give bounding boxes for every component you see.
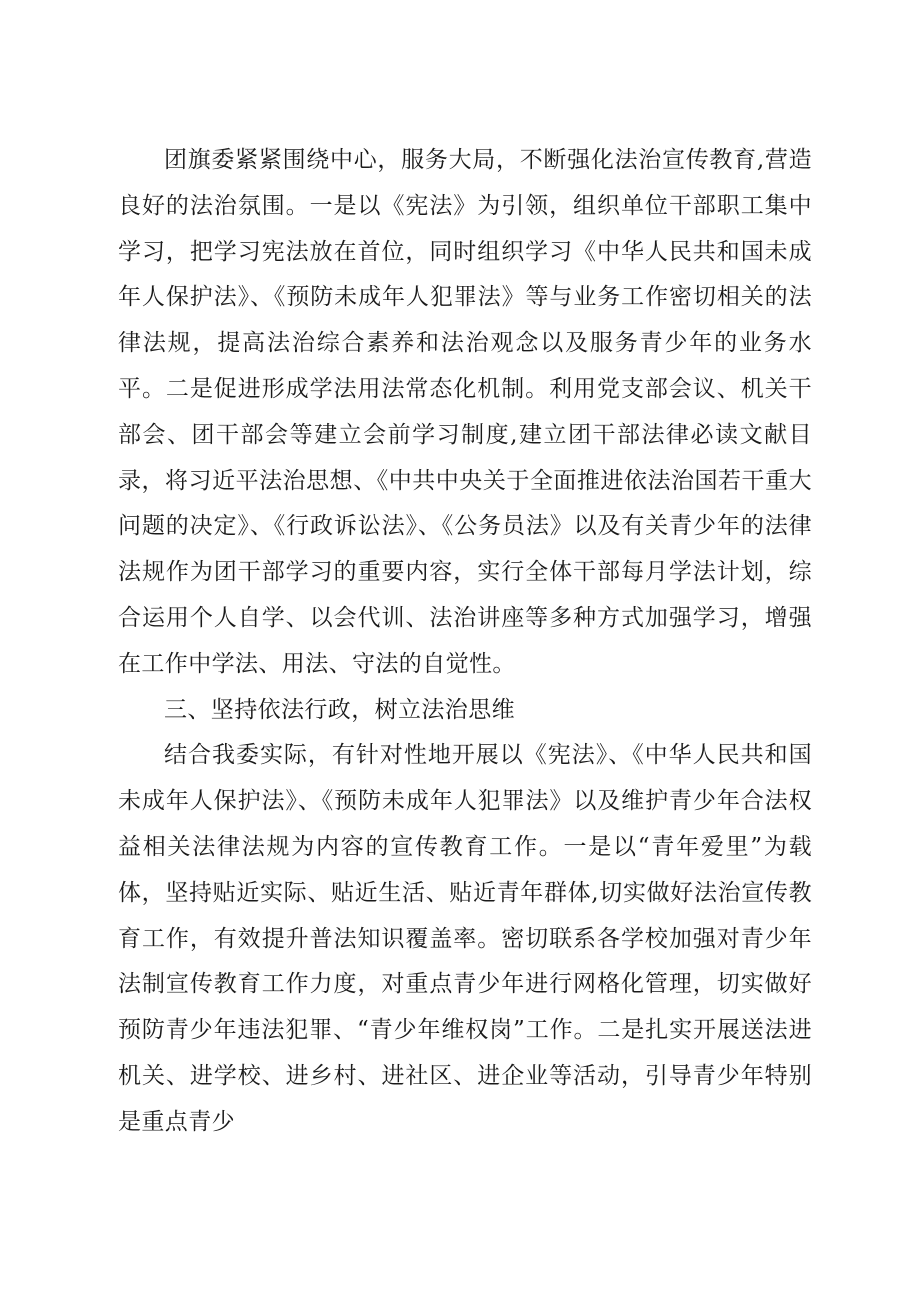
section-heading: 三、坚持依法行政，树立法治思维 [164,696,515,723]
body-paragraph-2: 结合我委实际，有针对性地开展以《宪法》、《中华人民共和国未成年人保护法》、《预防未成年人犯罪法》以及维护青少年合法权益相关法律法规为内容的宣传教育工作。一是以“青年爱里”为载体，坚持贴近实际、贴近生活、贴近青年群体,切实做好法治宣传教育工作，有效提升普法知识覆盖率。密切联系各学校加强对青少年法制宣传教育工作力度，对重点青少年进行网格化管理，切实做好预防青少年违法犯罪、“青少年维权岗”工作。二是扎实开展送法进机关、进学校、进乡村、进社区、进企业等活动，引导青少年特别是重点青少 [118,742,812,1135]
body-paragraph-1: 团旗委紧紧围绕中心，服务大局，不断强化法治宣传教育,营造良好的法治氛围。一是以《宪法》为引领，组织单位干部职工集中学习，把学习宪法放在首位，同时组织学习《中华人民共和国未成年人保护法》、《预防未成年人犯罪法》等与业务工作密切相关的法律法规，提高法治综合素养和法治观念以及服务青少年的业务水平。二是促进形成学法用法常态化机制。利用党支部会议、机关干部会、团干部会等建立会前学习制度,建立团干部法律必读文献目录，将习近平法治思想、《中共中央关于全面推进依法治国若干重大问题的决定》、《行政诉讼法》、《公务员法》以及有关青少年的法律法规作为团干部学习的重要内容，实行全体干部每月学法计划，综合运用个人自学、以会代训、法治讲座等多种方式加强学习，增强在工作中学法、用法、守法的自觉性。 [118,147,812,677]
document-body [118,138,812,1146]
